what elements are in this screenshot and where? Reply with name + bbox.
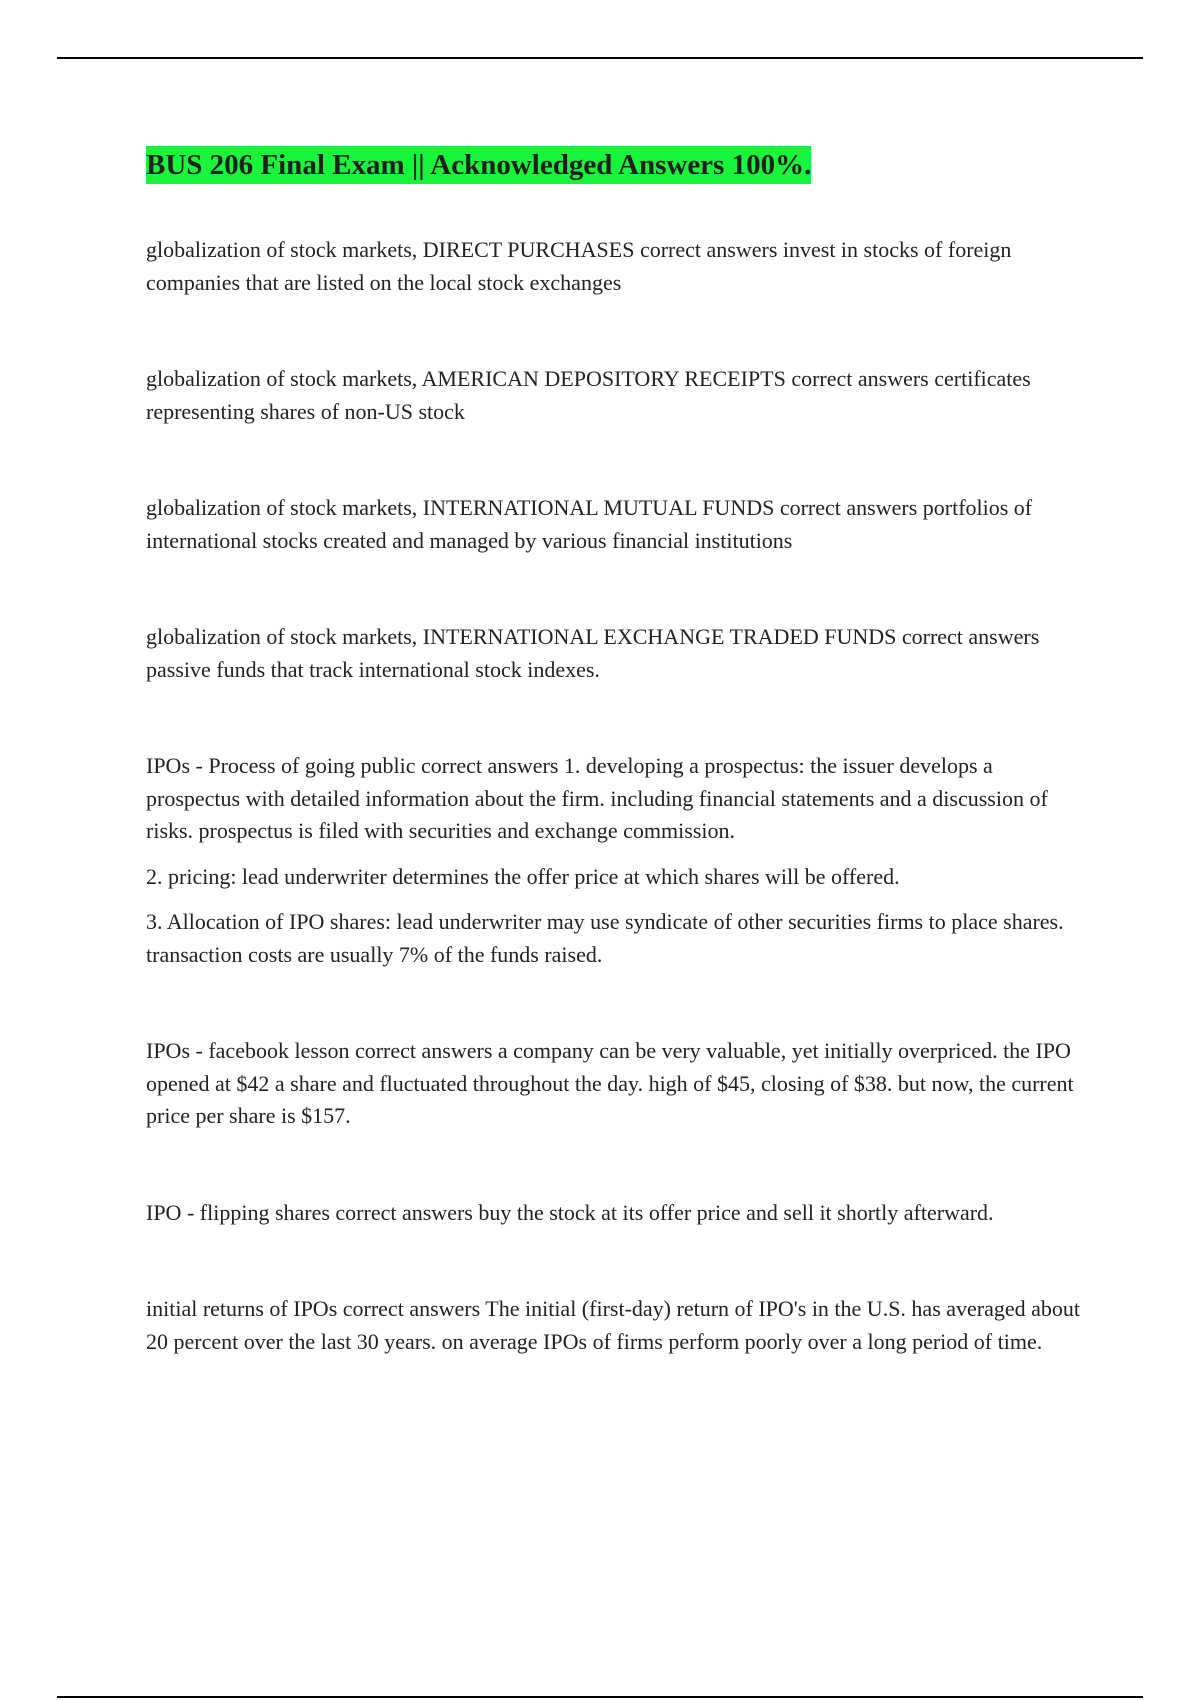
- entry-direct-purchases: [146, 234, 1091, 299]
- entry-facebook-lesson: [146, 1035, 1091, 1133]
- entry-text: IPOs - facebook lesson correct answers a company can be very valuable, yet initially overpriced. the IPO opened at $42 a share and fluctuated throughout the day. high of $45, closing of $38. but now, the current price per share is $157.: [146, 1038, 1074, 1128]
- entry-text: initial returns of IPOs correct answers The initial (first-day) return of IPO's in the U.S. has averaged about 20 percent over the last 30 years. on average IPOs of firms perform poorly over a long period of time.: [146, 1296, 1081, 1354]
- document-title: BUS 206 Final Exam || Acknowledged Answers 100%.: [146, 146, 811, 184]
- entry-text: IPOs - Process of going public correct answers 1. developing a prospectus: the issuer develops a prospectus with detailed information about the firm. including financial statements and a discussion of risks. prospectus is filed with securities and exchange commission.: [146, 753, 1048, 843]
- entry-flipping-shares: [146, 1197, 1091, 1230]
- entry-list: [146, 234, 1091, 1358]
- entry-international-mutual-funds: [146, 492, 1091, 557]
- entry-text: globalization of stock markets, INTERNATIONAL MUTUAL FUNDS correct answers portfolios of international stocks created and managed by various financial institutions: [146, 495, 1033, 553]
- entry-text: globalization of stock markets, INTERNATIONAL EXCHANGE TRADED FUNDS correct answers passive funds that track international stock indexes.: [146, 624, 1040, 682]
- entry-ipo-process: [146, 750, 1091, 971]
- bottom-rule: [57, 1696, 1143, 1698]
- entry-american-depository-receipts: [146, 363, 1091, 428]
- entry-text: IPO - flipping shares correct answers buy the stock at its offer price and sell it shortly afterward.: [146, 1199, 994, 1225]
- entry-text: globalization of stock markets, AMERICAN DEPOSITORY RECEIPTS correct answers certificates representing shares of non-US stock: [146, 366, 1031, 424]
- entry-text: 3. Allocation of IPO shares: lead underwriter may use syndicate of other securities firms to place shares. transaction costs are usually 7% of the funds raised.: [146, 909, 1064, 967]
- top-rule: [57, 57, 1143, 59]
- document-body: [146, 146, 1091, 1422]
- entry-text: 2. pricing: lead underwriter determines the offer price at which shares will be offered.: [146, 863, 900, 889]
- entry-text: globalization of stock markets, DIRECT PURCHASES correct answers invest in stocks of foreign companies that are listed on the local stock exchanges: [146, 237, 1012, 295]
- entry-initial-returns: [146, 1293, 1091, 1358]
- entry-international-etfs: [146, 621, 1091, 686]
